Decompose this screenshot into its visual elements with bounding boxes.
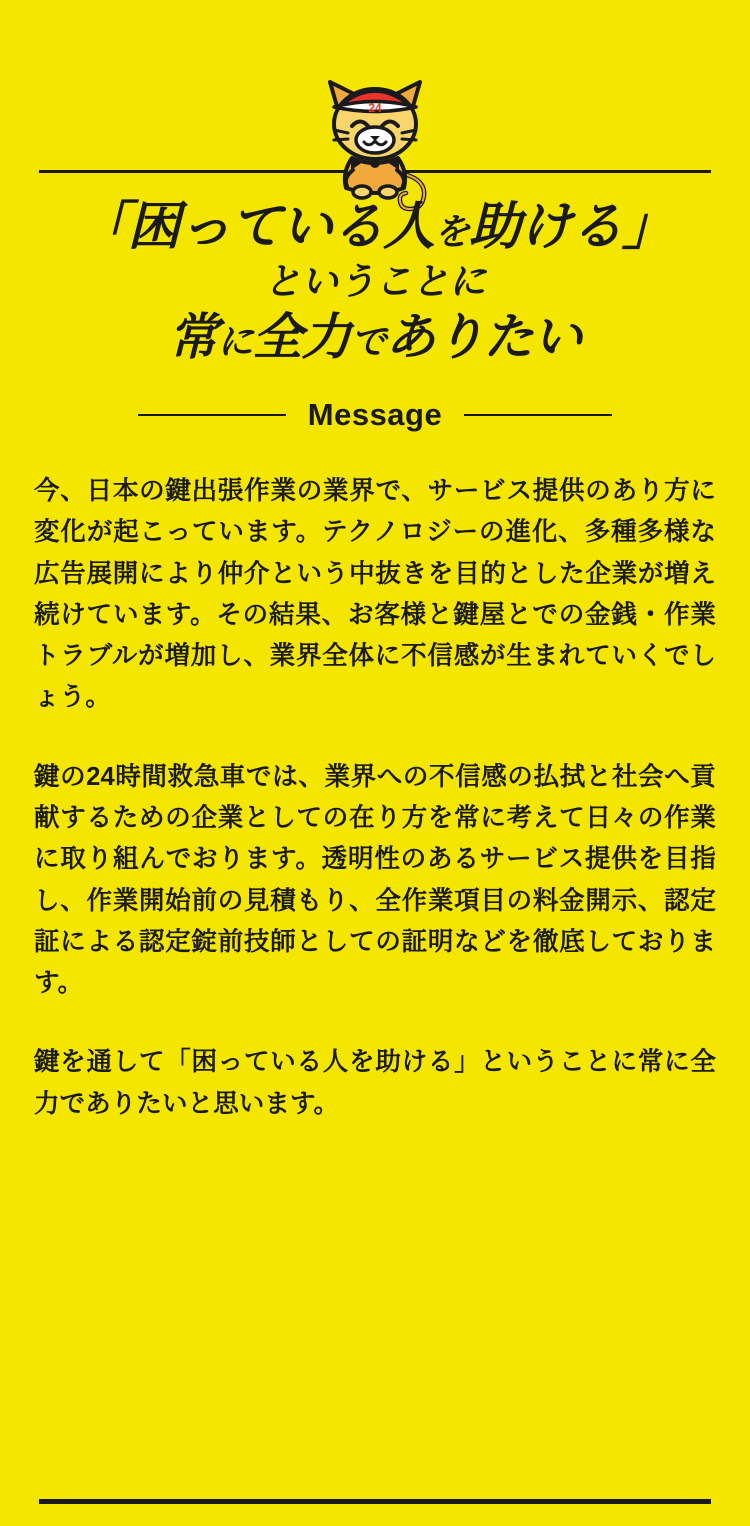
headline-line3-b: 全力 [252,309,351,366]
message-body [34,471,716,1125]
message-paragraph-2: 鍵の24時間救急車では、業界への不信感の払拭と社会へ貢献するための企業としての在り方を常に考えて日々の作業に取り組んでおります。透明性のあるサービス提供を目指し、作業開始前の見積もり、全作業項目の料金開示、認定証による認定錠前技師としての証明などを徹底しております。 [34,762,716,998]
message-rule-left [138,414,286,416]
cat-mascot-icon [300,66,450,216]
headline-line-1 [20,199,730,255]
cap-number: 24 [368,101,382,115]
headline-line3-particle-b: で [350,321,386,363]
headline-line1-main: 困っている人 [127,198,434,256]
message-label-row [0,397,750,433]
message-rule-right [464,414,612,416]
headline-line-2: ということに [264,261,486,303]
message-paragraph-3: 鍵を通して「困っている人を助ける」ということに常に全力でありたいと思います。 [34,1048,716,1118]
headline-line1-particle: を [433,211,469,252]
message-paragraph-1: 今、日本の鍵出張作業の業界で、サービス提供のあり方に変化が起こっています。テクノロジーの進化、多種多様な広告展開により仲介という中抜きを目的とした企業が増え続けています。その結果、お客様と鍵屋とでの金銭・作業トラブルが増加し、業界全体に不信感が生まれていくでしょう。 [34,476,716,712]
message-label: Message [307,396,443,432]
headline-quote-open: 「 [76,198,128,256]
page-title [0,199,750,367]
headline-quote-close: 」 [622,198,674,256]
headline-line3-c: ありたい [385,309,582,366]
headline-line3-particle-a: に [217,321,253,363]
headline-line1-main2: 助ける [469,198,623,256]
mascot-container [0,0,750,160]
headline-line-3 [20,309,730,367]
divider-bottom [39,1499,711,1504]
headline-line3-a: 常 [168,309,218,366]
